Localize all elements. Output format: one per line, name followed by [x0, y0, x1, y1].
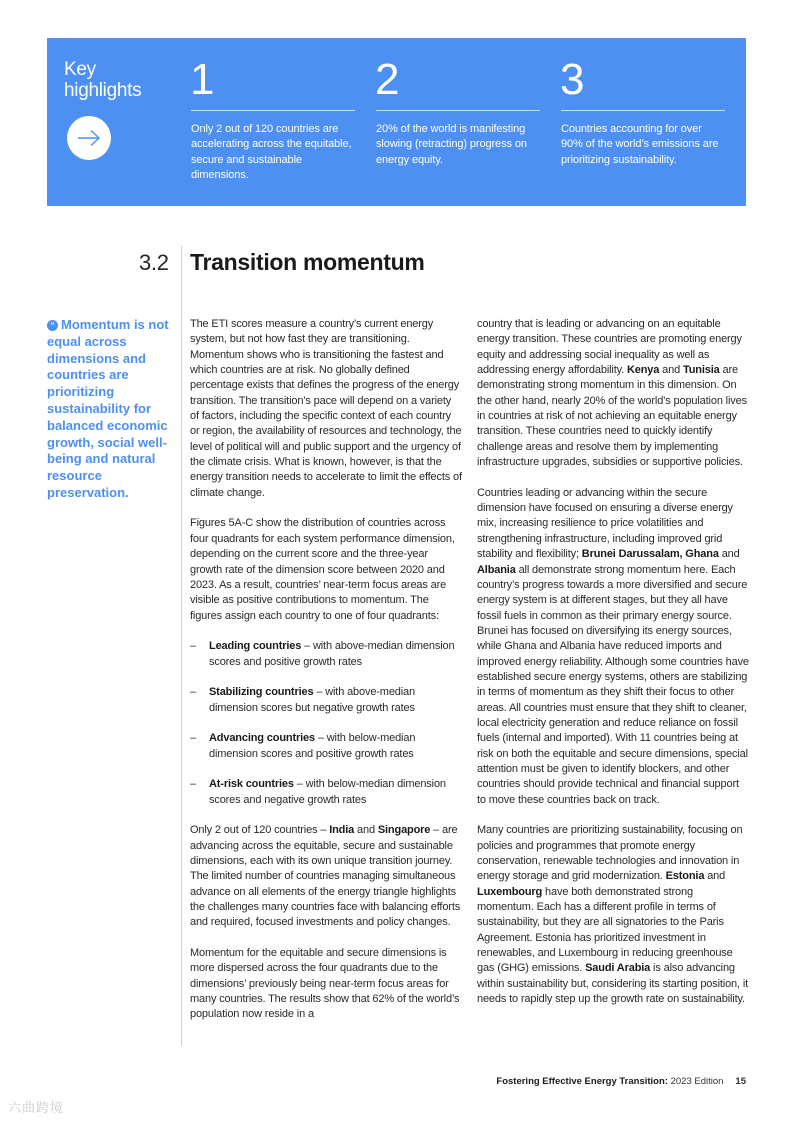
highlight-divider — [561, 110, 725, 111]
pull-quote — [47, 317, 175, 502]
highlight-number: 1 — [190, 55, 215, 104]
highlight-item-3 — [560, 55, 725, 166]
key-highlights-title: Key highlights — [64, 59, 142, 101]
paragraph: Momentum for the equitable and secure dimensions is more dispersed across the four quadrants due to the dimensions’ previously being near-term focus areas for many countries. The results show that 62% of the world’s population now reside in a — [190, 947, 460, 1021]
page-number: 15 — [735, 1076, 746, 1087]
highlight-text: Only 2 out of 120 countries are accelerating across the equitable, secure and sustainable dimensions. — [191, 123, 352, 181]
highlight-number: 3 — [560, 55, 585, 104]
paragraph: The ETI scores measure a country’s current energy system, but not how fast they are transitioning. Momentum shows who is transitioning the fastest and which countries are at risk. No globally defined percentage exists that defines the progress of the energy transition. The transition’s pace will depend on a variety of factors, including the specific context of each country or region, the availability of resources and technology, the level of political will and public support and the urgency of the climate crisis. What is known, however, is that the energy transition needs to accelerate to limit the effects of climate change. — [190, 318, 462, 499]
watermark: 六曲跨境 — [8, 1100, 65, 1115]
paragraph: Countries leading or advancing within the secure dimension have focused on ensuring a diverse energy mix, increasing resilience to price volatilities and strengthening infrastructure, including improved grid stability and flexibility; Brunei Darussalam, Ghana and Albania all demonstrate strong momentum here. Each country’s progress towards a more diversified and secure energy system is at different stages, but they all have fossil fuels in common as their primary energy source. Brunei has focused on diversifying its energy sources, while Ghana and Albania have reduced imports and improved energy reliability. Although some countries have established secure energy systems, others are stabilizing in terms of momentum as they shift their focus to other areas. All countries must ensure that they shift to cleaner, local electricity generation and reduce reliance on fossil fuels (internal and imported). With 11 countries being at risk on both the equitable and secure dimensions, special attention must be given to identify blockers, and other countries should provide technical and financial support to move these countries back on track. — [477, 486, 749, 806]
pull-quote-text: Momentum is not equal across dimensions and countries are prioritizing sustainability for balanced economic growth, social well-being and natural resource preservation. — [47, 317, 169, 500]
highlight-divider — [376, 110, 540, 111]
highlight-text: Countries accounting for over 90% of the world’s emissions are prioritizing sustainability. — [561, 123, 719, 166]
body-column-left — [190, 317, 462, 1038]
paragraph: Figures 5A-C show the distribution of countries across four quadrants for each system performance dimension, depending on the current score and the three-year growth rate of the dimension score between 2020 and 2023. As a result, countries’ near-term focus areas are visible as positive contributions to momentum. The figures assign each country to one of four quadrants: — [190, 517, 455, 622]
section-divider — [181, 246, 182, 1046]
quote-icon: “ — [47, 320, 58, 331]
body-column-right — [477, 317, 749, 1023]
paragraph: country that is leading or advancing on an equitable energy transition. These countries are promoting energy equity and addressing social inequality as well as addressing energy affordability. Kenya and Tunisia are demonstrating strong momentum in this dimension. On the other hand, nearly 20% of the world’s population lives in countries at risk of not achieving an equitable energy transition. These countries need to quickly identify challenge areas and resolve them by implementing infrastructure upgrades, subsidies or supportive policies. — [477, 318, 747, 469]
footer-title: Fostering Effective Energy Transition: — [496, 1076, 668, 1087]
highlight-divider — [191, 110, 355, 111]
list-item: – Stabilizing countries – with above-median dimension scores but negative growth rates — [190, 685, 462, 716]
paragraph: Many countries are prioritizing sustainability, focusing on policies and programmes that promote energy conservation, renewable technologies and innovation in energy storage and grid modernization. Estonia and Luxembourg have both demonstrated strong momentum. Each has a different profile in terms of sustainability, but they are all signatories to the Paris Agreement. Estonia has prioritized investment in renewables, and Luxembourg in reducing greenhouse gas (GHG) emissions. Saudi Arabia is also advancing within sustainability but, considering its starting position, it needs to rapidly step up the growth rate on sustainability. — [477, 824, 749, 1006]
highlight-number: 2 — [375, 55, 400, 104]
highlight-text: 20% of the world is manifesting slowing (retracting) progress on energy equity. — [376, 123, 527, 166]
section-number: 3.2 — [139, 250, 169, 275]
list-item: – Leading countries – with above-median dimension scores and positive growth rates — [190, 639, 462, 670]
list-item: – At-risk countries – with below-median dimension scores and negative growth rates — [190, 777, 462, 808]
key-highlights-banner — [47, 38, 746, 206]
page-footer — [496, 1076, 746, 1088]
arrow-right-icon[interactable] — [67, 116, 111, 160]
quadrant-list — [190, 639, 462, 808]
highlight-item-2 — [375, 55, 540, 166]
list-item: – Advancing countries – with below-median dimension scores and positive growth rates — [190, 731, 462, 762]
footer-edition: 2023 Edition — [667, 1076, 724, 1087]
section-title: Transition momentum — [190, 249, 425, 275]
highlight-item-1 — [190, 55, 355, 181]
paragraph: Only 2 out of 120 countries – India and Singapore – are advancing across the equitable, secure and sustainable dimensions, each with its own unique transition journey. The limited number of countries managing simultaneous advance on all elements of the energy triangle highlights the challenges many countries face with balancing efforts and required, focused investments and policy changes. — [190, 824, 461, 929]
